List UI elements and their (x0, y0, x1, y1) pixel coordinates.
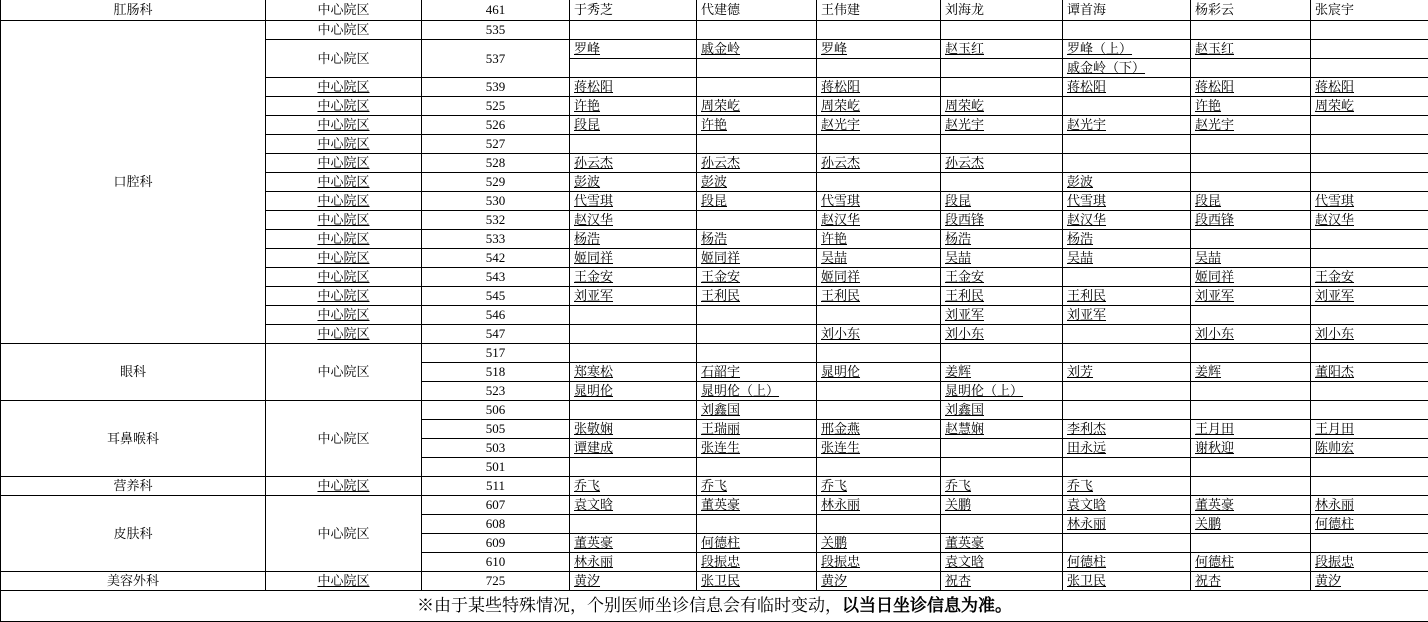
schedule-cell (1191, 135, 1311, 154)
schedule-cell (570, 21, 697, 40)
campus-cell[interactable]: 中心院区 (266, 325, 422, 344)
schedule-cell[interactable]: 董英豪 (697, 496, 817, 515)
schedule-cell (1063, 97, 1191, 116)
schedule-cell (697, 344, 817, 363)
campus-cell[interactable]: 中心院区 (266, 249, 422, 268)
schedule-table-body (1, 0, 1428, 591)
schedule-cell (1191, 477, 1311, 496)
department-cell: 皮肤科 (1, 496, 266, 572)
schedule-cell (1311, 534, 1428, 553)
schedule-cell[interactable]: 许艳 (1191, 97, 1311, 116)
table-row (1, 496, 1428, 515)
schedule-cell (1191, 344, 1311, 363)
schedule-cell: 谭首海 (1063, 0, 1191, 21)
schedule-cell[interactable]: 张连生 (817, 439, 941, 458)
campus-cell[interactable]: 中心院区 (266, 78, 422, 97)
schedule-cell[interactable]: 关鹏 (941, 496, 1063, 515)
schedule-cell[interactable]: 蒋松阳 (817, 78, 941, 97)
schedule-cell (570, 306, 697, 325)
schedule-cell[interactable]: 刘小东 (1191, 325, 1311, 344)
schedule-cell (1063, 135, 1191, 154)
schedule-cell[interactable]: 王利民 (1063, 287, 1191, 306)
schedule-cell (570, 515, 697, 534)
schedule-cell[interactable]: 周荣屹 (1311, 97, 1428, 116)
campus-cell[interactable]: 中心院区 (266, 192, 422, 211)
campus-cell[interactable]: 中心院区 (266, 97, 422, 116)
schedule-cell (1063, 154, 1191, 173)
schedule-cell (1191, 382, 1311, 401)
schedule-cell (697, 325, 817, 344)
schedule-cell (1191, 306, 1311, 325)
schedule-cell (1191, 154, 1311, 173)
room-cell: 511 (422, 477, 570, 496)
schedule-cell[interactable]: 王金安 (570, 268, 697, 287)
schedule-cell[interactable]: 董英豪 (1191, 496, 1311, 515)
schedule-cell[interactable]: 杨浩 (697, 230, 817, 249)
schedule-cell (817, 515, 941, 534)
schedule-cell (817, 135, 941, 154)
schedule-cell (817, 59, 941, 78)
schedule-cell[interactable]: 林永丽 (1311, 496, 1428, 515)
schedule-cell[interactable]: 姬同祥 (697, 249, 817, 268)
schedule-cell[interactable]: 陈帅宏 (1311, 439, 1428, 458)
schedule-cell: 王伟建 (817, 0, 941, 21)
schedule-cell (1063, 21, 1191, 40)
schedule-cell (1311, 59, 1428, 78)
schedule-cell (941, 439, 1063, 458)
schedule-cell[interactable]: 张敬娴 (570, 420, 697, 439)
schedule-cell (1311, 458, 1428, 477)
schedule-cell[interactable]: 何德柱 (1311, 515, 1428, 534)
schedule-cell (1063, 458, 1191, 477)
schedule-cell[interactable]: 戚金岭 (697, 40, 817, 59)
schedule-cell[interactable]: 蒋松阳 (1311, 78, 1428, 97)
campus-cell[interactable]: 中心院区 (266, 306, 422, 325)
schedule-cell (1191, 173, 1311, 192)
schedule-cell[interactable]: 吴喆 (1191, 249, 1311, 268)
schedule-cell (941, 59, 1063, 78)
schedule-cell (941, 344, 1063, 363)
schedule-cell[interactable]: 李利杰 (1063, 420, 1191, 439)
room-cell: 527 (422, 135, 570, 154)
schedule-cell[interactable]: 代雪琪 (570, 192, 697, 211)
schedule-cell[interactable]: 刘鑫国 (697, 401, 817, 420)
schedule-cell[interactable]: 赵汉华 (817, 211, 941, 230)
schedule-cell: 张宸宇 (1311, 0, 1428, 21)
campus-cell[interactable]: 中心院区 (266, 173, 422, 192)
schedule-cell[interactable]: 王瑞丽 (697, 420, 817, 439)
schedule-cell[interactable]: 关鹏 (817, 534, 941, 553)
schedule-cell (697, 21, 817, 40)
schedule-cell[interactable]: 王利民 (817, 287, 941, 306)
schedule-cell[interactable]: 乔飞 (817, 477, 941, 496)
schedule-cell (817, 401, 941, 420)
schedule-cell[interactable]: 周荣屹 (697, 97, 817, 116)
schedule-cell[interactable]: 蒋松阳 (1063, 78, 1191, 97)
schedule-cell[interactable]: 祝杏 (941, 572, 1063, 591)
campus-cell: 中心院区 (266, 21, 422, 40)
schedule-cell[interactable]: 孙云杰 (697, 154, 817, 173)
schedule-cell (941, 515, 1063, 534)
campus-cell[interactable]: 中心院区 (266, 154, 422, 173)
schedule-cell[interactable]: 晁明伦（上） (697, 382, 817, 401)
schedule-cell[interactable]: 刘亚军 (941, 306, 1063, 325)
schedule-cell[interactable]: 许艳 (697, 116, 817, 135)
schedule-cell[interactable]: 赵汉华 (570, 211, 697, 230)
schedule-cell (1311, 116, 1428, 135)
schedule-cell[interactable]: 杨浩 (941, 230, 1063, 249)
room-cell: 523 (422, 382, 570, 401)
schedule-cell[interactable]: 张卫民 (697, 572, 817, 591)
schedule-cell[interactable]: 段振忠 (817, 553, 941, 572)
schedule-cell[interactable]: 赵汉华 (1311, 211, 1428, 230)
schedule-cell (570, 458, 697, 477)
schedule-cell (1311, 154, 1428, 173)
schedule-cell[interactable]: 姜辉 (941, 363, 1063, 382)
schedule-cell (570, 344, 697, 363)
schedule-cell: 代建德 (697, 0, 817, 21)
room-cell: 506 (422, 401, 570, 420)
schedule-cell (1311, 382, 1428, 401)
schedule-cell[interactable]: 董英豪 (570, 534, 697, 553)
schedule-cell (1311, 173, 1428, 192)
campus-cell[interactable]: 中心院区 (266, 572, 422, 591)
schedule-cell[interactable]: 谢秋迎 (1191, 439, 1311, 458)
schedule-cell[interactable]: 吴喆 (1063, 249, 1191, 268)
campus-cell: 中心院区 (266, 344, 422, 401)
room-cell: 539 (422, 78, 570, 97)
schedule-cell (817, 344, 941, 363)
campus-cell: 中心院区 (266, 40, 422, 78)
schedule-cell[interactable]: 段西锋 (1191, 211, 1311, 230)
room-cell: 528 (422, 154, 570, 173)
room-cell: 525 (422, 97, 570, 116)
schedule-cell[interactable]: 乔飞 (1063, 477, 1191, 496)
schedule-cell[interactable]: 刘亚军 (570, 287, 697, 306)
schedule-cell[interactable]: 许艳 (570, 97, 697, 116)
schedule-cell (697, 78, 817, 97)
schedule-cell[interactable]: 董英豪 (941, 534, 1063, 553)
schedule-cell: 于秀芝 (570, 0, 697, 21)
schedule-cell[interactable]: 黄汐 (817, 572, 941, 591)
schedule-cell[interactable]: 乔飞 (570, 477, 697, 496)
room-cell: 517 (422, 344, 570, 363)
room-cell: 610 (422, 553, 570, 572)
room-cell: 535 (422, 21, 570, 40)
schedule-cell[interactable]: 何德柱 (697, 534, 817, 553)
schedule-cell: 刘海龙 (941, 0, 1063, 21)
room-cell: 501 (422, 458, 570, 477)
footer-note-text: ※由于某些特殊情况，个别医师坐诊信息会有临时变动， (417, 596, 842, 615)
schedule-cell[interactable]: 段西锋 (941, 211, 1063, 230)
schedule-cell[interactable]: 林永丽 (570, 553, 697, 572)
schedule-cell (1063, 534, 1191, 553)
campus-cell[interactable]: 中心院区 (266, 116, 422, 135)
room-cell: 547 (422, 325, 570, 344)
schedule-cell (817, 458, 941, 477)
room-cell: 532 (422, 211, 570, 230)
schedule-cell[interactable]: 祝杏 (1191, 572, 1311, 591)
table-row (1, 477, 1428, 496)
campus-cell: 中心院区 (266, 496, 422, 572)
schedule-cell[interactable]: 彭波 (1063, 173, 1191, 192)
schedule-cell[interactable]: 董阳杰 (1311, 363, 1428, 382)
campus-cell[interactable]: 中心院区 (266, 268, 422, 287)
schedule-cell (1311, 21, 1428, 40)
room-cell: 533 (422, 230, 570, 249)
room-cell: 546 (422, 306, 570, 325)
schedule-cell[interactable]: 戚金岭（下） (1063, 59, 1191, 78)
schedule-cell[interactable]: 段振忠 (697, 553, 817, 572)
schedule-cell (1311, 40, 1428, 59)
schedule-cell[interactable]: 杨浩 (570, 230, 697, 249)
schedule-cell[interactable]: 赵光宇 (817, 116, 941, 135)
schedule-cell[interactable]: 石韶宇 (697, 363, 817, 382)
schedule-cell (697, 59, 817, 78)
table-row (1, 344, 1428, 363)
schedule-cell[interactable]: 罗峰 (570, 40, 697, 59)
schedule-cell[interactable]: 赵光宇 (1063, 116, 1191, 135)
footer-note (1, 591, 1428, 622)
schedule-cell[interactable]: 刘小东 (941, 325, 1063, 344)
schedule-cell: 杨彩云 (1191, 0, 1311, 21)
schedule-cell (817, 306, 941, 325)
schedule-cell (1191, 230, 1311, 249)
schedule-cell[interactable]: 孙云杰 (570, 154, 697, 173)
schedule-cell[interactable]: 段昆 (1191, 192, 1311, 211)
schedule-cell (1311, 477, 1428, 496)
schedule-cell (697, 306, 817, 325)
schedule-cell (1063, 268, 1191, 287)
room-cell: 725 (422, 572, 570, 591)
schedule-cell[interactable]: 周荣屹 (941, 97, 1063, 116)
schedule-cell (1063, 382, 1191, 401)
schedule-cell[interactable]: 刘亚军 (1063, 306, 1191, 325)
schedule-cell (1311, 306, 1428, 325)
schedule-cell (941, 458, 1063, 477)
schedule-cell (941, 173, 1063, 192)
schedule-cell[interactable]: 段昆 (941, 192, 1063, 211)
schedule-cell[interactable]: 晁明伦 (817, 363, 941, 382)
schedule-cell[interactable]: 姬同祥 (817, 268, 941, 287)
schedule-cell[interactable]: 周荣屹 (817, 97, 941, 116)
department-cell: 营养科 (1, 477, 266, 496)
room-cell: 529 (422, 173, 570, 192)
schedule-cell[interactable]: 田永远 (1063, 439, 1191, 458)
room-cell: 503 (422, 439, 570, 458)
table-row (1, 572, 1428, 591)
room-cell: 608 (422, 515, 570, 534)
schedule-cell[interactable]: 段昆 (570, 116, 697, 135)
room-cell: 542 (422, 249, 570, 268)
schedule-cell[interactable]: 王金安 (941, 268, 1063, 287)
schedule-cell[interactable]: 刘亚军 (1311, 287, 1428, 306)
schedule-cell[interactable]: 袁文晗 (570, 496, 697, 515)
campus-cell: 中心院区 (266, 0, 422, 21)
schedule-cell[interactable]: 张卫民 (1063, 572, 1191, 591)
schedule-cell[interactable]: 王月田 (1191, 420, 1311, 439)
schedule-cell[interactable]: 姬同祥 (570, 249, 697, 268)
schedule-cell (941, 21, 1063, 40)
schedule-cell[interactable]: 王金安 (1311, 268, 1428, 287)
room-cell: 505 (422, 420, 570, 439)
schedule-cell (1063, 325, 1191, 344)
room-cell: 543 (422, 268, 570, 287)
schedule-cell[interactable]: 赵光宇 (1191, 116, 1311, 135)
schedule-cell[interactable]: 赵玉红 (941, 40, 1063, 59)
schedule-cell[interactable]: 张连生 (697, 439, 817, 458)
department-cell: 耳鼻喉科 (1, 401, 266, 477)
schedule-cell (570, 135, 697, 154)
schedule-cell[interactable]: 赵慧娴 (941, 420, 1063, 439)
schedule-cell[interactable]: 刘小东 (817, 325, 941, 344)
schedule-cell[interactable]: 杨浩 (1063, 230, 1191, 249)
schedule-cell (1311, 230, 1428, 249)
department-cell: 肛肠科 (1, 0, 266, 21)
schedule-cell (1311, 249, 1428, 268)
schedule-cell (697, 211, 817, 230)
schedule-cell[interactable]: 代雪琪 (1063, 192, 1191, 211)
schedule-cell (941, 135, 1063, 154)
table-row (1, 0, 1428, 21)
schedule-cell[interactable]: 罗峰（上） (1063, 40, 1191, 59)
campus-cell[interactable]: 中心院区 (266, 287, 422, 306)
schedule-cell[interactable]: 代雪琪 (1311, 192, 1428, 211)
schedule-cell[interactable]: 刘芳 (1063, 363, 1191, 382)
schedule-cell[interactable]: 赵玉红 (1191, 40, 1311, 59)
room-cell: 530 (422, 192, 570, 211)
schedule-cell[interactable]: 姬同祥 (1191, 268, 1311, 287)
room-cell: 609 (422, 534, 570, 553)
campus-cell[interactable]: 中心院区 (266, 135, 422, 154)
schedule-cell (570, 59, 697, 78)
schedule-cell[interactable]: 王金安 (697, 268, 817, 287)
schedule-cell (817, 382, 941, 401)
footer-row (1, 591, 1428, 622)
table-row (1, 401, 1428, 420)
schedule-cell (1191, 534, 1311, 553)
room-cell: 518 (422, 363, 570, 382)
campus-cell[interactable]: 中心院区 (266, 211, 422, 230)
schedule-cell (1063, 344, 1191, 363)
schedule-cell[interactable]: 刘鑫国 (941, 401, 1063, 420)
schedule-cell[interactable]: 黄汐 (570, 572, 697, 591)
schedule-cell[interactable]: 吴喆 (817, 249, 941, 268)
schedule-cell (1191, 458, 1311, 477)
footer-section (1, 591, 1428, 622)
schedule-cell[interactable]: 何德柱 (1191, 553, 1311, 572)
schedule-cell[interactable]: 赵汉华 (1063, 211, 1191, 230)
schedule-cell (570, 401, 697, 420)
schedule-cell (1311, 135, 1428, 154)
room-cell: 545 (422, 287, 570, 306)
schedule-cell[interactable]: 邢金燕 (817, 420, 941, 439)
schedule-cell[interactable]: 刘小东 (1311, 325, 1428, 344)
room-cell: 526 (422, 116, 570, 135)
room-cell: 607 (422, 496, 570, 515)
department-cell: 眼科 (1, 344, 266, 401)
schedule-cell[interactable]: 林永丽 (1063, 515, 1191, 534)
schedule-cell (1191, 21, 1311, 40)
schedule-cell (1311, 401, 1428, 420)
schedule-cell[interactable]: 王利民 (941, 287, 1063, 306)
schedule-cell[interactable]: 郑寒松 (570, 363, 697, 382)
department-cell: 美容外科 (1, 572, 266, 591)
schedule-cell (697, 515, 817, 534)
schedule-cell[interactable]: 谭建成 (570, 439, 697, 458)
schedule-cell (1311, 344, 1428, 363)
schedule-cell (817, 21, 941, 40)
schedule-cell[interactable]: 何德柱 (1063, 553, 1191, 572)
schedule-cell[interactable]: 段昆 (697, 192, 817, 211)
campus-cell[interactable]: 中心院区 (266, 477, 422, 496)
schedule-cell (941, 78, 1063, 97)
schedule-cell[interactable]: 段振忠 (1311, 553, 1428, 572)
schedule-cell[interactable]: 刘亚军 (1191, 287, 1311, 306)
schedule-cell[interactable]: 赵光宇 (941, 116, 1063, 135)
schedule-cell (697, 458, 817, 477)
campus-cell: 中心院区 (266, 401, 422, 477)
schedule-cell (817, 173, 941, 192)
schedule-cell[interactable]: 袁文晗 (1063, 496, 1191, 515)
department-cell: 口腔科 (1, 21, 266, 344)
schedule-cell (697, 135, 817, 154)
schedule-cell (570, 325, 697, 344)
campus-cell[interactable]: 中心院区 (266, 230, 422, 249)
schedule-cell[interactable]: 王利民 (697, 287, 817, 306)
schedule-cell[interactable]: 乔飞 (941, 477, 1063, 496)
schedule-cell[interactable]: 黄汐 (1311, 572, 1428, 591)
schedule-cell[interactable]: 姜辉 (1191, 363, 1311, 382)
footer-note-bold: 以当日坐诊信息为准。 (842, 596, 1012, 615)
schedule-cell[interactable]: 关鹏 (1191, 515, 1311, 534)
schedule-cell[interactable]: 蒋松阳 (570, 78, 697, 97)
schedule-cell[interactable]: 林永丽 (817, 496, 941, 515)
schedule-cell[interactable]: 孙云杰 (817, 154, 941, 173)
table-row (1, 21, 1428, 40)
schedule-cell[interactable]: 许艳 (817, 230, 941, 249)
schedule-cell[interactable]: 乔飞 (697, 477, 817, 496)
schedule-cell (1191, 401, 1311, 420)
schedule-cell[interactable]: 晁明伦（上） (941, 382, 1063, 401)
schedule-cell[interactable]: 蒋松阳 (1191, 78, 1311, 97)
room-cell: 537 (422, 40, 570, 78)
schedule-cell[interactable]: 彭波 (570, 173, 697, 192)
schedule-cell[interactable]: 王月田 (1311, 420, 1428, 439)
schedule-cell[interactable]: 彭波 (697, 173, 817, 192)
schedule-cell (1191, 59, 1311, 78)
schedule-cell[interactable]: 晁明伦 (570, 382, 697, 401)
schedule-cell[interactable]: 代雪琪 (817, 192, 941, 211)
schedule-cell[interactable]: 罗峰 (817, 40, 941, 59)
schedule-cell[interactable]: 袁文晗 (941, 553, 1063, 572)
schedule-cell[interactable]: 吴喆 (941, 249, 1063, 268)
schedule-cell[interactable]: 孙云杰 (941, 154, 1063, 173)
room-cell: 461 (422, 0, 570, 21)
schedule-cell (1063, 401, 1191, 420)
